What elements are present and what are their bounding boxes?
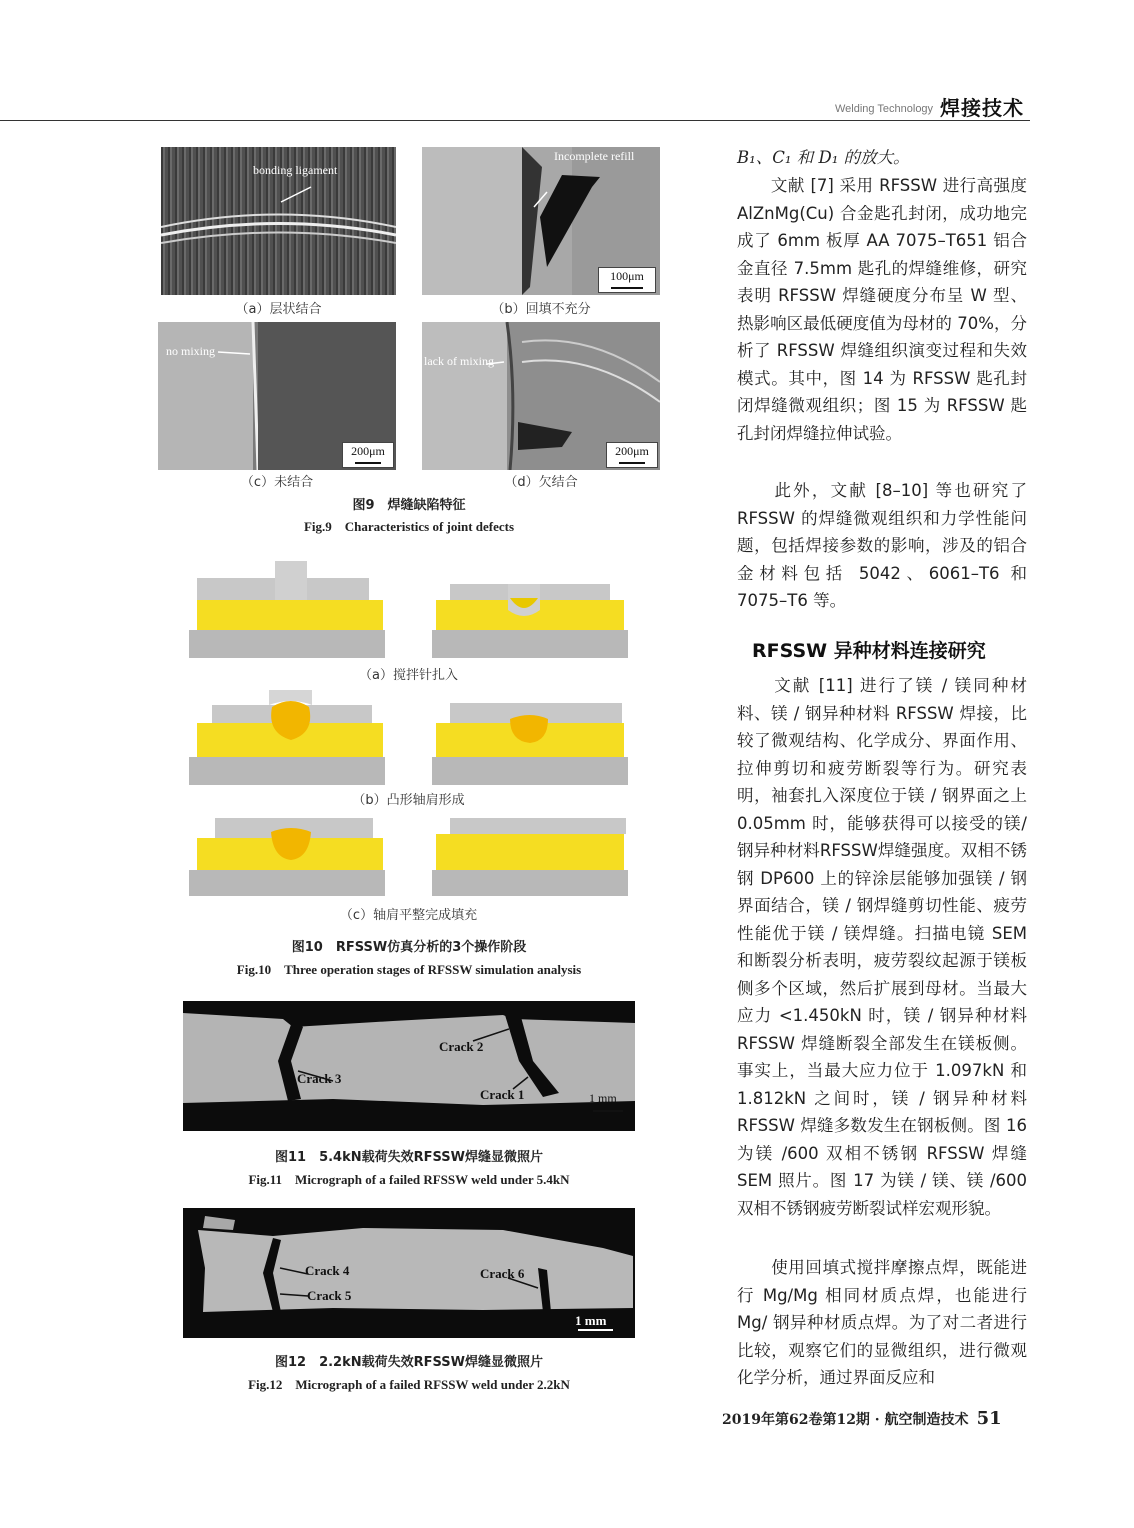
page-number: 51 [976,1408,1002,1429]
fig10-caption-a: （a）搅拌针扎入 [359,668,458,683]
crack-label: Crack 5 [307,1288,352,1303]
scale-bar: 100μm [598,267,656,293]
fig10-caption-c: （c）轴肩平整完成填充 [339,908,478,923]
scale-bar: 200μm [342,442,394,468]
crack-label: Crack 6 [480,1266,525,1281]
page-footer [722,1408,1002,1429]
micrograph-d [422,322,660,470]
paragraph: 使用回填式搅拌摩擦点焊，既能进行 Mg/Mg 相同材质点焊，也能进行 Mg/ 钢异种材质点焊。为了对二者进行比较，观察它们的显微组织，进行微观化学分析，通过界面反应和 [737,1258,1027,1387]
fig10-title-cn: 图10 RFSSW仿真分析的3个操作阶段 [291,940,527,955]
overlay-label: bonding ligament [253,163,338,177]
simulation-panel-b2 [430,685,630,785]
paragraph-continued: B₁、C₁ 和 D₁ 的放大。 [737,148,910,167]
crack-label: Crack 3 [297,1071,342,1086]
simulation-panel-c1 [187,810,387,910]
paragraph: 文献 [11] 进行了镁 / 镁同种材料、镁 / 钢异种材料 RFSSW 焊接，比较了微观结构、化学成分、界面作用、拉伸剪切和疲劳断裂等行为。研究表明，袖套扎入深度位于镁 / 钢界面之上 0.05mm 时，能够获得可以接受的镁/钢异种材料RFSSW焊缝强度。双相不锈钢 DP600 上的锌涂层能够加强镁 / 钢界面结合，镁 / 钢焊缝剪切性能、疲劳性能优于镁 / 镁焊缝。扫描电镜 SEM 和断裂分析表明，疲劳裂纹起源于镁板侧多个区域，然后扩展到母材。当最大应力 <1.450kN 时，镁 / 钢异种材料 RFSSW 焊缝断裂全部发生在镁板侧。事实上，当最大应力位于 1.097kN 和 1.812kN 之间时，镁 / 钢异种材料 RFSSW 焊缝多数发生在钢板侧。图 16 为镁 /600 双相不锈钢 RFSSW 焊缝 SEM 照片。图 17 为镁 / 镁、镁 /600 双相不锈钢疲劳断裂试样宏观形貌。 [737,676,1027,1218]
journal-name-cn: 焊接技术 [940,96,1024,120]
scale-label: 1 mm [589,1091,617,1105]
overlay-label: no mixing [166,344,216,358]
fig9-caption-a: （a）层状结合 [235,302,322,317]
fig9-caption-b: （b）回填不充分 [491,302,591,317]
fig9-caption-c: （c）未结合 [240,475,314,490]
micrograph-c [158,322,396,470]
micrograph-b [422,147,660,295]
journal-name-en: Welding Technology [835,103,934,115]
crack-label: Crack 2 [439,1039,484,1054]
fig12-title-en: Fig.12 Micrograph of a failed RFSSW weld under 2.2kN [248,1377,570,1392]
fig9-caption-d: （d）欠结合 [504,475,578,490]
overlay-label: Incomplete refill [554,149,635,163]
paragraph: 文献 [7] 采用 RFSSW 进行高强度 AlZnMg(Cu) 合金匙孔封闭，成功地完成了 6mm 板厚 AA 7075–T651 铝合金直径 7.5mm 匙孔的焊缝维修，研究表明 RFSSW 焊缝硬度分布呈 W 型、热影响区最低硬度值为母材的 70%，分析了 RFSSW 焊缝组织演变过程和失效模式。其中，图 14 为 RFSSW 匙孔封闭焊缝微观组织；图 15 为 RFSSW 匙孔封闭焊缝拉伸试验。 [737,176,1027,443]
fig10-caption-b: （b）凸形轴肩形成 [352,793,465,808]
crack-micrograph-11 [183,1001,635,1131]
fig9-title-cn: 图9 焊缝缺陷特征 [352,498,466,513]
fig10-title-en: Fig.10 Three operation stages of RFSSW simulation analysis [236,962,582,977]
crack-label: Crack 1 [480,1087,525,1102]
simulation-panel-c2 [430,810,630,910]
fig9-title-en: Fig.9 Characteristics of joint defects [303,519,515,534]
fig11-title-cn: 图11 5.4kN载荷失效RFSSW焊缝显微照片 [274,1150,544,1165]
issue-info: 2019年第62卷第12期 · 航空制造技术 [722,1412,969,1428]
overlay-label: lack of mixing [424,354,494,368]
simulation-panel-b1 [187,685,387,785]
simulation-panel-a1 [187,558,387,658]
header-rule [0,120,1030,121]
micrograph-a [161,147,396,295]
scale-label: 1 mm [575,1313,607,1328]
section-heading: RFSSW 异种材料连接研究 [752,640,986,662]
paragraph: 此外，文献 [8–10] 等也研究了 RFSSW 的焊缝微观组织和力学性能问题，包括焊接参数的影响，涉及的铝合金材料包括 5042、6061–T6 和 7075–T6 等。 [737,481,1027,610]
crack-micrograph-12 [183,1208,635,1338]
scale-bar: 200μm [606,442,658,468]
fig11-title-en: Fig.11 Micrograph of a failed RFSSW weld under 5.4kN [248,1172,570,1187]
crack-label: Crack 4 [305,1263,350,1278]
simulation-panel-a2 [430,558,630,658]
fig12-title-cn: 图12 2.2kN载荷失效RFSSW焊缝显微照片 [274,1355,544,1370]
